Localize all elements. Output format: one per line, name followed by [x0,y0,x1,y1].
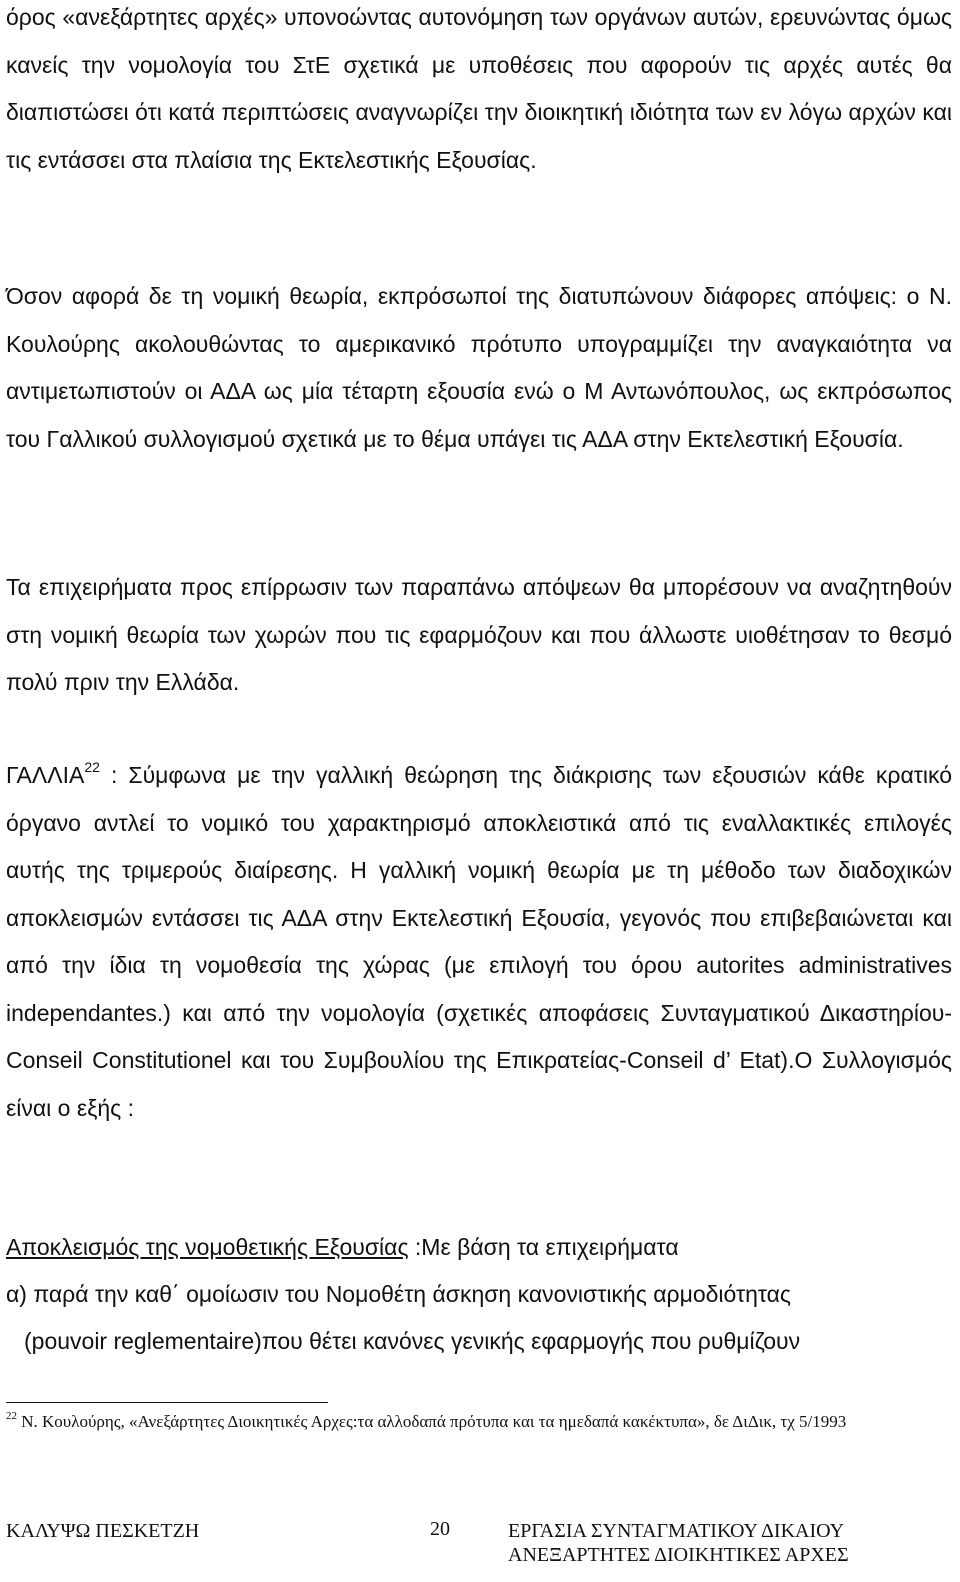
paragraph-france [6,752,952,1132]
page-number: 20 [430,1518,450,1540]
section-heading-line [6,1224,952,1272]
paragraph-legal-theory-views: Όσον αφορά δε τη νομική θεωρία, εκπρόσωποί της διατυπώνουν διάφορες απόψεις: ο Ν. Κουλούρης ακολουθώντας το αμερικανικό πρότυπο υπογραμμίζει την αναγκαιότητα να αντιμετωπιστούν οι ΑΔΑ ως μία τέταρτη εξουσία ενώ ο Μ Αντωνόπουλος, ως εκπρόσωπος του Γαλλικού συλλογισμού σχετικά με το θέμα υπάγει τις ΑΔΑ στην Εκτελεστική Εξουσία. [6,283,952,452]
footnote-separator [6,1402,328,1403]
paragraph-arguments-foreign-theory: Τα επιχειρήματα προς επίρρωσιν των παραπάνω απόψεων θα μπορέσουν να αναζητηθούν στη νομική θεωρία των χωρών που τις εφαρμόζουν και που άλλωστε υιοθέτησαν το θεσμό πολύ πριν την Ελλάδα. [6,574,952,695]
footer-course-info [508,1519,849,1567]
footnote-reference[interactable]: 22 [84,759,100,776]
footer-subject: ΑΝΕΞΑΡΤΗΤΕΣ ΔΙΟΙΚΗΤΙΚΕΣ ΑΡΧΕΣ [508,1544,849,1566]
footer-course: ΕΡΓΑΣΙΑ ΣΥΝΤΑΓΜΑΤΙΚΟΥ ΔΙΚΑΙΟΥ [508,1520,845,1542]
section-heading-underlined: Αποκλεισμός της νομοθετικής Εξουσίας [6,1234,409,1260]
paragraph-independent-authorities-case-law: όρος «ανεξάρτητες αρχές» υπονοώντας αυτονόμηση των οργάνων αυτών, ερευνώντας όμως κανείς την νομολογία του ΣτΕ σχετικά με υποθέσεις που αφορούν τις αρχές αυτές θα διαπιστώσει ότι κατά περιπτώσεις αναγνωρίζει την διοικητική ιδιότητα των εν λόγω αρχών και τις εντάσσει στα πλαίσια της Εκτελεστικής Εξουσίας. [6,4,952,173]
footer-author: ΚΑΛΥΨΩ ΠΕΣΚΕΤΖΗ [6,1520,200,1542]
list-item-a-line-1: α) παρά την καθ΄ ομοίωσιν του Νομοθέτη άσκηση κανονιστικής αρμοδιότητας [6,1281,792,1307]
france-heading: ΓΑΛΛΙΑ [6,762,85,788]
france-paragraph-text: : Σύμφωνα με την γαλλική θεώρηση της διάκρισης των εξουσιών κάθε κρατικό όργανο αντλεί το νομικό του χαρακτηρισμό αποκλειστικά από τις εναλλακτικές επιλογές αυτής της τριμερούς διαίρεσης. Η γαλλική νομική θεωρία με τη μέθοδο των διαδοχικών αποκλεισμών εντάσσει τις ΑΔΑ στην Εκτελεστική Εξουσία, γεγονός που επιβεβαιώνεται και από την ίδια τη νομοθεσία της χώρας (με επιλογή του όρου autorites administratives independantes.) και από την νομολογία (σχετικές αποφάσεις Συνταγματικού Δικαστηρίου-Conseil Constitutionel και του Συμβουλίου της Επικρατείας-Conseil d’ Etat).Ο Συλλογισμός είναι ο εξής : [6,762,952,1121]
section-heading-rest: :Με βάση τα επιχειρήματα [408,1234,679,1260]
footnote-text: Ν. Κουλούρης, «Ανεξάρτητες Διοικητικές Αρχες:τα αλλοδαπά πρότυπα και τα ημεδαπά κακέκτυπα», δε ΔιΔικ, τχ 5/1993 [17,1412,847,1431]
list-item-a-line-2: (pouvoir reglementaire)που θέτει κανόνες γενικής εφαρμογής που ρυθμίζουν [24,1328,801,1354]
footnote-22 [6,1408,952,1435]
footnote-number: 22 [6,1410,17,1423]
